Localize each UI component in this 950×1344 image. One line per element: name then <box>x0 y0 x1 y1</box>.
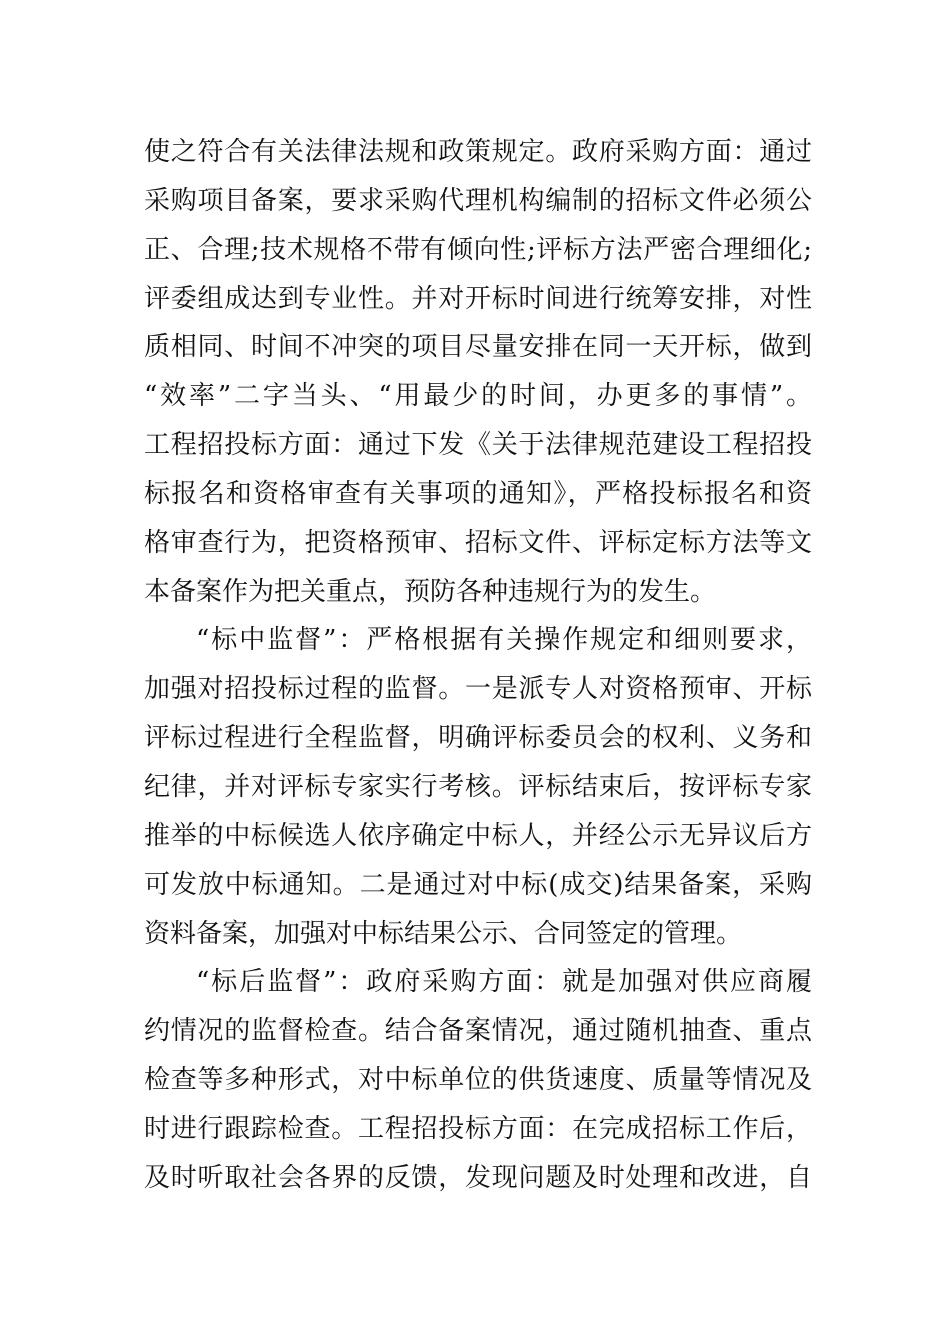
text-line: 正、合理;技术规格不带有倾向性;评标方法严密合理细化; <box>144 234 812 265</box>
text-line: 推举的中标候选人依序确定中标人，并经公示无异议后方 <box>144 820 812 851</box>
document-body <box>144 128 812 1203</box>
text-line: 纪律，并对评标专家实行考核。评标结束后，按评标专家 <box>144 771 812 802</box>
text-line: 使之符合有关法律法规和政策规定。政府采购方面：通过 <box>144 137 812 167</box>
text-line: 评标过程进行全程监督，明确评标委员会的权利、义务和 <box>144 723 812 754</box>
text-line: 采购项目备案，要求采购代理机构编制的招标文件必须公 <box>144 185 812 216</box>
text-line: 格审查行为，把资格预审、招标文件、评标定标方法等文 <box>144 527 812 558</box>
text-line: 加强对招投标过程的监督。一是派专人对资格预审、开标 <box>144 674 812 705</box>
text-line-paragraph-end: 资料备案，加强对中标结果公示、合同签定的管理。 <box>144 918 743 949</box>
text-line-paragraph-end: 本备案作为把关重点，预防各种违规行为的发生。 <box>144 576 717 607</box>
text-line: 检查等多种形式，对中标单位的供货速度、质量等情况及 <box>144 1065 812 1096</box>
text-line: 时进行跟踪检查。工程招投标方面：在完成招标工作后， <box>144 1113 812 1144</box>
text-line: “效率”二字当头、“用最少的时间，办更多的事情”。 <box>144 381 812 412</box>
text-line-paragraph-start: “标后监督”：政府采购方面：就是加强对供应商履 <box>196 967 812 998</box>
text-line: 约情况的监督检查。结合备案情况，通过随机抽查、重点 <box>144 1016 812 1047</box>
text-line: 可发放中标通知。二是通过对中标(成交)结果备案，采购 <box>144 869 812 900</box>
text-line: 工程招投标方面：通过下发《关于法律规范建设工程招投 <box>144 430 812 461</box>
text-line: 及时听取社会各界的反馈，发现问题及时处理和改进，自 <box>144 1162 812 1193</box>
text-line-paragraph-start: “标中监督”：严格根据有关操作规定和细则要求， <box>196 625 812 656</box>
text-line: 质相同、时间不冲突的项目尽量安排在同一天开标，做到 <box>144 332 812 363</box>
text-line: 标报名和资格审查有关事项的通知》，严格投标报名和资 <box>144 478 812 509</box>
text-line: 评委组成达到专业性。并对开标时间进行统筹安排，对性 <box>144 283 812 314</box>
